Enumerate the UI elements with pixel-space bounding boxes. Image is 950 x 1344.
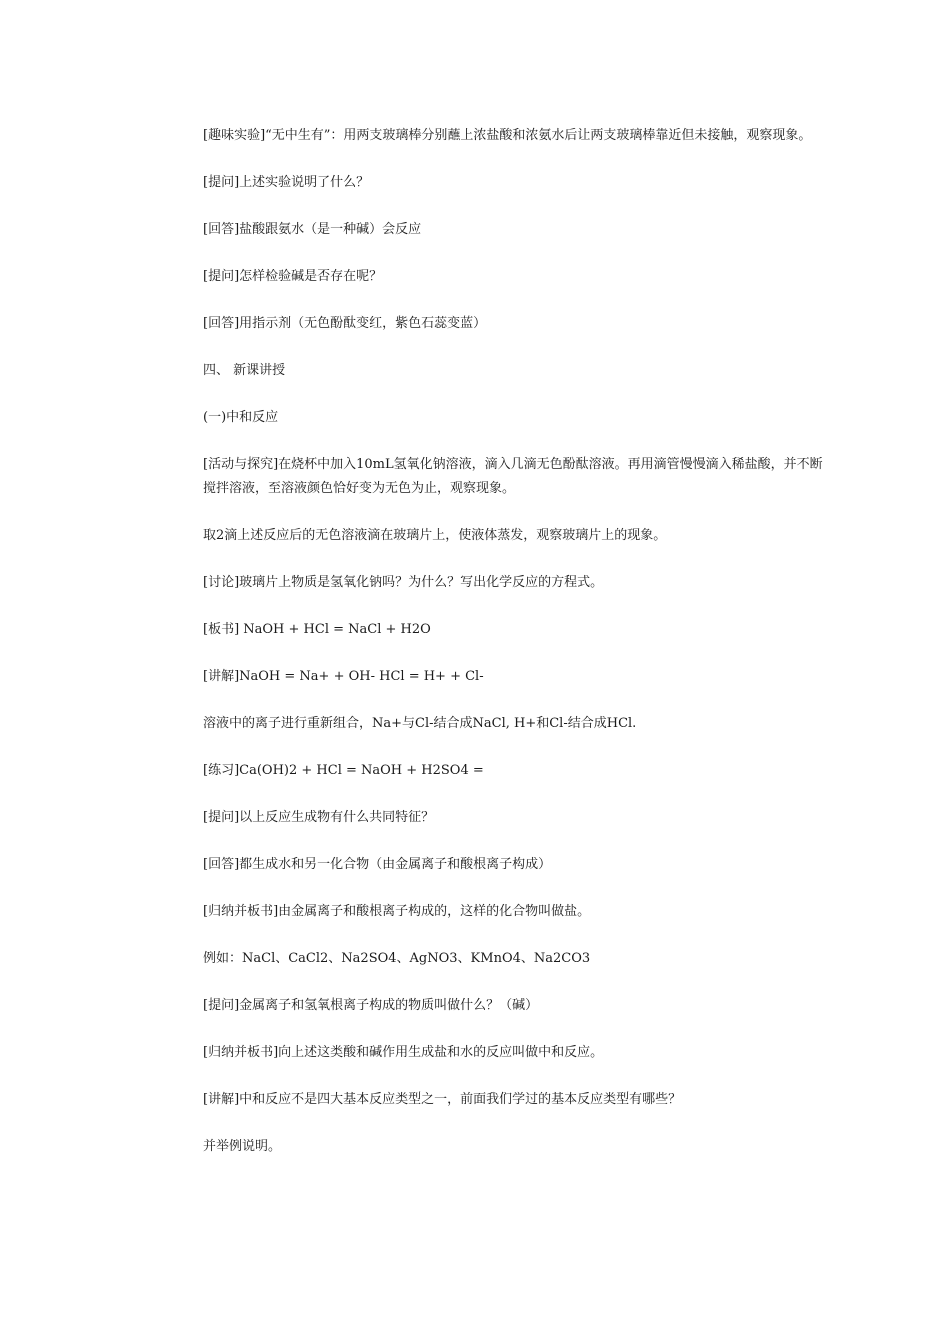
paragraph-answer-3: [回答]都生成水和另一化合物（由金属离子和酸根离子构成） [203, 857, 552, 872]
paragraph-evaporation-step: 取2滴上述反应后的无色溶液滴在玻璃片上，使液体蒸发，观察玻璃片上的现象。 [203, 528, 667, 543]
paragraph-explanation-reaction-types: [讲解]中和反应不是四大基本反应类型之一，前面我们学过的基本反应类型有哪些？ [203, 1092, 682, 1107]
paragraph-answer-2: [回答]用指示剂（无色酚酞变红，紫色石蕊变蓝） [203, 316, 487, 331]
subsection-heading-neutralization: (一)中和反应 [203, 410, 279, 425]
paragraph-summary-neutralization: [归纳并板书]向上述这类酸和碱作用生成盐和水的反应叫做中和反应。 [203, 1045, 604, 1060]
paragraph-give-examples: 并举例说明。 [203, 1139, 282, 1154]
paragraph-question-2: [提问]怎样检验碱是否存在呢？ [203, 269, 383, 284]
paragraph-discussion: [讨论]玻璃片上物质是氢氧化钠吗？为什么？写出化学反应的方程式。 [203, 575, 604, 590]
paragraph-salt-examples: 例如：NaCl、CaCl2、Na2SO4、AgNO3、KMnO4、Na2CO3 [203, 951, 591, 966]
paragraph-interesting-experiment: [趣味实验]“无中生有”：用两支玻璃棒分别蘸上浓盐酸和浓氨水后让两支玻璃棒靠近但未接触，观察现象。 [203, 128, 812, 143]
paragraph-exercise: [练习]Ca(OH)2 + HCl = NaOH + H2SO4 = [203, 763, 484, 778]
paragraph-question-1: [提问]上述实验说明了什么？ [203, 175, 370, 190]
paragraph-answer-1: [回答]盐酸跟氨水（是一种碱）会反应 [203, 222, 422, 237]
paragraph-explanation-ions: [讲解]NaOH = Na+ + OH- HCl = H+ + Cl- [203, 669, 484, 684]
paragraph-question-3: [提问]以上反应生成物有什么共同特征？ [203, 810, 435, 825]
section-heading-new-lesson: 四、 新课讲授 [203, 363, 286, 378]
paragraph-summary-salt: [归纳并板书]由金属离子和酸根离子构成的，这样的化合物叫做盐。 [203, 904, 591, 919]
paragraph-blackboard-equation: [板书] NaOH + HCl = NaCl + H2O [203, 622, 431, 637]
paragraph-question-4: [提问]金属离子和氢氧根离子构成的物质叫做什么？（碱） [203, 998, 539, 1013]
paragraph-activity-exploration: [活动与探究]在烧杯中加入10mL氢氧化钠溶液，滴入几滴无色酚酞溶液。再用滴管慢慢滴入稀盐酸，并不断搅拌溶液，至溶液颜色恰好变为无色为止，观察现象。 [203, 457, 823, 496]
document-body [203, 124, 823, 1182]
paragraph-ion-recombination: 溶液中的离子进行重新组合，Na+与Cl-结合成NaCl, H+和Cl-结合成HCl. [203, 716, 637, 731]
